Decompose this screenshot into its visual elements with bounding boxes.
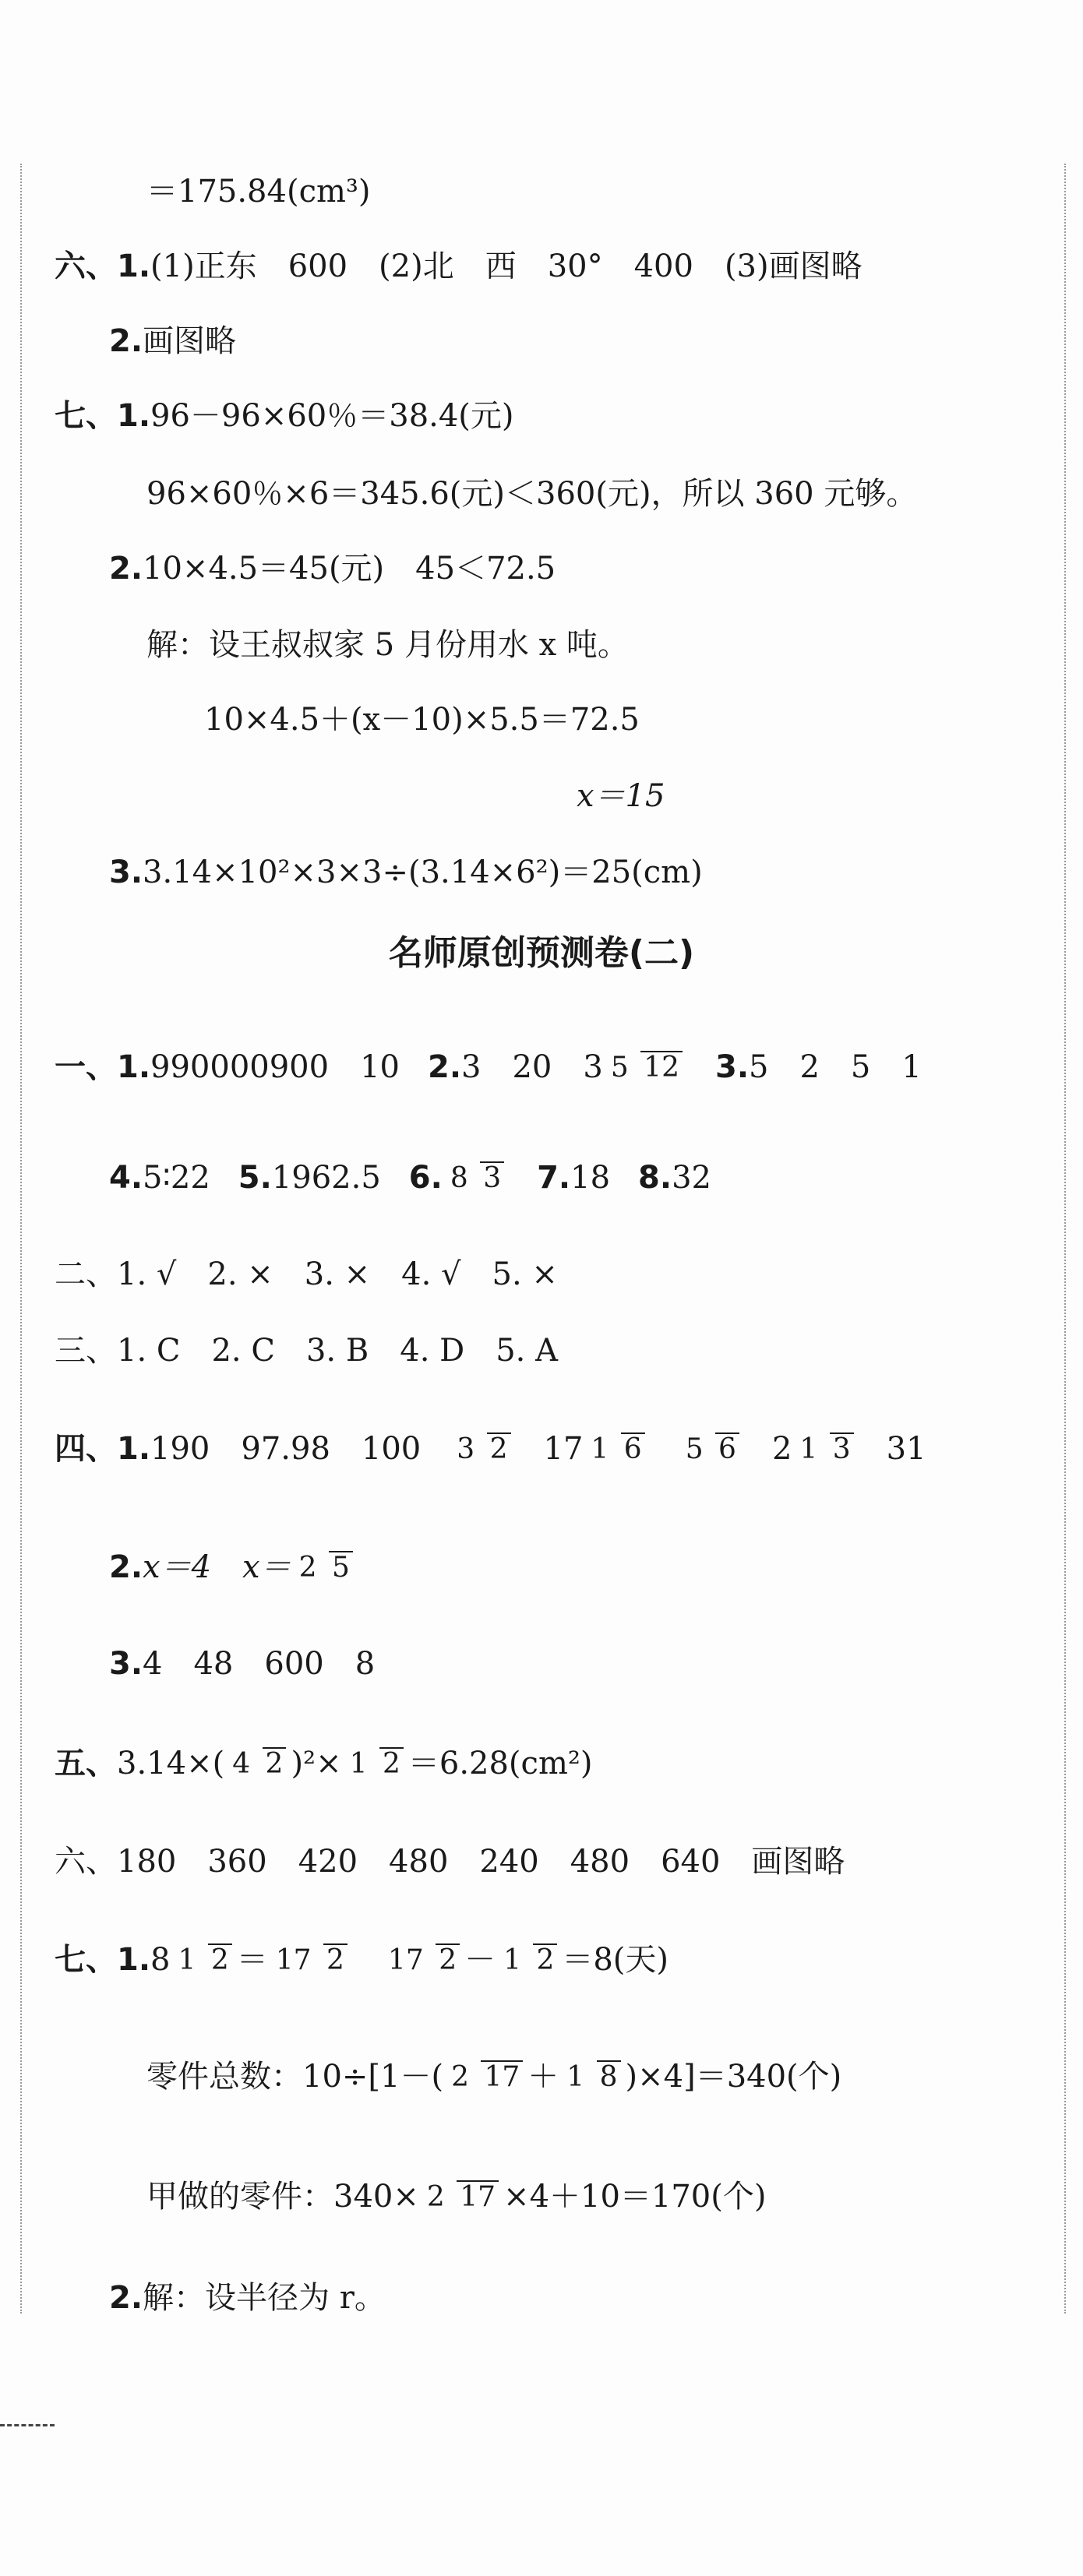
- fraction: 1 2: [175, 1943, 231, 1976]
- answer-line: ＝175.84(cm³): [146, 174, 371, 210]
- section-title: 名师原创预测卷(二): [388, 933, 695, 973]
- answer-line: 2. 画图略: [109, 323, 237, 359]
- answer-line: 五、 3.14×( 4 2 )²× 1 2 ＝6.28(cm²): [55, 1746, 593, 1781]
- right-cut-line: [1064, 164, 1066, 2313]
- answer-line: 七、1. 96－96×60％＝38.4(元): [55, 398, 514, 434]
- fraction: 2 17: [424, 2180, 499, 2213]
- answer-line: 四、1. 190 97.98 100 3 2 17 1 6 5 6 2 1 3 31: [55, 1431, 926, 1467]
- fraction: 1 2: [500, 1943, 557, 1976]
- fraction: 17 2: [273, 1943, 347, 1976]
- answer-line: 七、1. 8 1 2 ＝ 17 2 17 2 － 1 2 ＝8(天): [55, 1942, 669, 1978]
- left-cut-line: [20, 164, 22, 2313]
- fraction: 2 5: [296, 1551, 353, 1584]
- fraction: 4 2: [229, 1747, 286, 1780]
- answer-line: 2. 10×4.5＝45(元) 45＜72.5: [109, 551, 556, 587]
- bottom-cut-line: [0, 2424, 55, 2426]
- fraction: 1 8: [563, 2060, 620, 2093]
- fraction: 1 2: [347, 1747, 404, 1780]
- answer-line: 六、180 360 420 480 240 480 640 画图略: [55, 1844, 845, 1880]
- fraction: 2 17: [448, 2060, 523, 2093]
- answer-line: 二、1. √ 2. × 3. × 4. √ 5. ×: [55, 1256, 558, 1292]
- fraction: 1 3: [796, 1432, 853, 1465]
- fraction: 5 12: [608, 1051, 683, 1084]
- equation-line: 10×4.5＋(x－10)×5.5＝72.5: [204, 702, 640, 738]
- answer-line: 3. 3.14×10²×3×3÷(3.14×6²)＝25(cm): [109, 855, 703, 890]
- answer-line: 2. x＝4 x＝ 2 5: [109, 1528, 358, 1606]
- answer-line: 2. 解：设半径为 r。: [109, 2280, 386, 2316]
- fraction: 3 2: [453, 1432, 510, 1465]
- answer-line: 4. 5∶22 5. 1962.5 6. 8 3 7. 18 8. 32: [109, 1160, 711, 1196]
- answer-line: 解：设王叔叔家 5 月份用水 x 吨。: [146, 627, 629, 663]
- fraction: 8 3: [447, 1161, 504, 1194]
- fraction: 5 6: [683, 1432, 739, 1465]
- fraction: 1 6: [587, 1432, 644, 1465]
- fraction: 17 2: [385, 1943, 460, 1976]
- answer-line: 六、1. (1)正东 600 (2)北 西 30° 400 (3)画图略: [55, 248, 863, 284]
- answer-line: 96×60％×6＝345.6(元)＜360(元)，所以 360 元够。: [146, 476, 918, 512]
- answer-line: 三、1. C 2. C 3. B 4. D 5. A: [55, 1333, 558, 1369]
- answer-line: 3. 4 48 600 8: [109, 1646, 376, 1682]
- answer-line: 甲做的零件：340× 2 17 ×4＋10＝170(个): [146, 2179, 767, 2215]
- equation-line: x＝15: [577, 778, 665, 814]
- answer-line: 零件总数：10÷[1－( 2 17 ＋ 1 8 )×4]＝340(个): [146, 2059, 842, 2095]
- answer-line: 一、1. 990000900 10 2. 3 20 3 5 12 3. 5 2 5 1: [55, 1049, 922, 1085]
